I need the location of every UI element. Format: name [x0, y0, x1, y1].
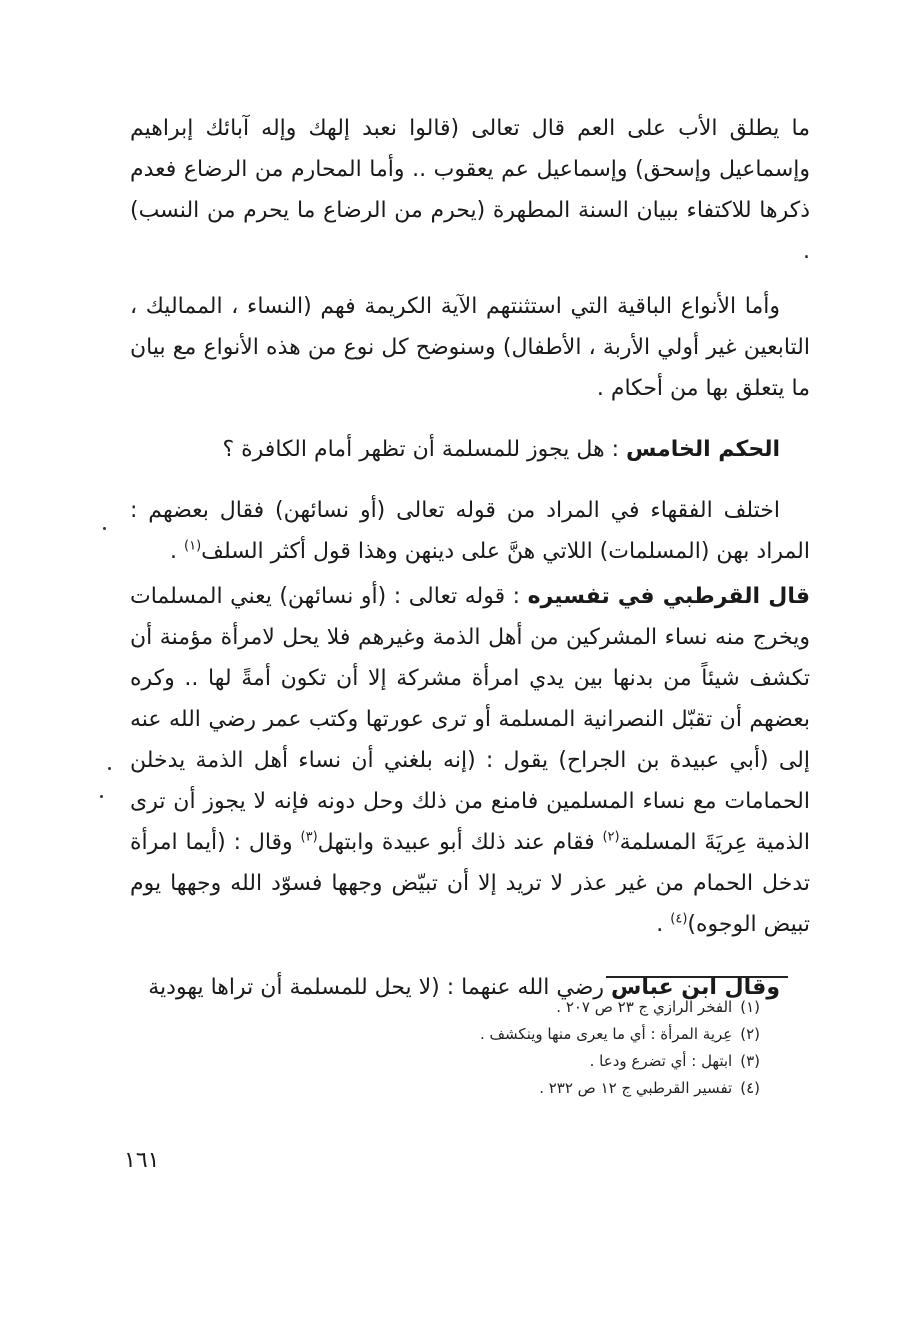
footnote-text: ابتهل : أي تضرع ودعا . — [589, 1052, 733, 1070]
footnote-ref: (٢) — [602, 829, 620, 845]
footnote-number: (٤) — [740, 1079, 760, 1097]
footnote-text: عِرية المرأة : أي ما يعرى منها وينكشف . — [479, 1025, 733, 1043]
footnote-number: (٣) — [740, 1052, 760, 1070]
print-speck — [103, 527, 106, 530]
paragraph-text: اختلف الفقهاء في المراد من قوله تعالى (أو نسائهن) فقال بعضهم : المراد بهن (المسلمات) اللاتي هنَّ على دينهن وهذا قول أكثر السلف — [130, 498, 810, 564]
paragraph-2 — [130, 286, 810, 409]
footnote-separator — [606, 976, 788, 978]
print-speck — [100, 795, 103, 798]
print-speck — [108, 767, 111, 770]
footnote-ref: (١) — [184, 538, 202, 554]
footnote-2 — [380, 1021, 760, 1048]
paragraph-1 — [130, 108, 810, 272]
paragraph-text: وأما الأنواع الباقية التي استثنتهم الآية الكريمة فهم (النساء ، المماليك ، التابعين غير أولي الأربة ، الأطفال) وسنوضح كل نوع من هذه الأنواع مع بيان ما يتعلق بها من أحكام . — [130, 294, 810, 401]
paragraph-tail: . — [170, 539, 185, 564]
section-heading: الحكم الخامس — [626, 437, 780, 462]
footnote-ref: (٣) — [300, 829, 318, 845]
footnote-number: (١) — [740, 998, 760, 1016]
paragraph-text-2: فقام عند ذلك أبو عبيدة وابتهل — [317, 830, 603, 855]
paragraph-3-heading — [130, 429, 810, 470]
paragraph-lead: وقال ابن عباس — [611, 975, 780, 1000]
paragraph-text: : هل يجوز للمسلمة أن تظهر أمام الكافرة ؟ — [222, 437, 626, 462]
footnotes — [380, 994, 760, 1102]
paragraph-5 — [130, 576, 810, 945]
footnote-1 — [380, 994, 760, 1021]
paragraph-tail: . — [656, 912, 671, 937]
footnote-4 — [380, 1075, 760, 1102]
paragraph-text-3: وقال : (أيما امرأة تدخل الحمام من غير عذر لا تريد إلا أن تبيّض وجهها فسوّد الله وجهها يوم تبيض الوجوه) — [130, 830, 810, 937]
footnote-text: تفسير القرطبي ج ١٢ ص ٢٣٢ . — [539, 1079, 733, 1097]
footnote-ref: (٤) — [670, 911, 688, 927]
footnote-text: الفخر الرازي ج ٢٣ ص ٢٠٧ . — [556, 998, 733, 1016]
page-number: ١٦١ — [124, 1148, 160, 1173]
footnote-3 — [380, 1048, 760, 1075]
paragraph-lead: قال القرطبي في تفسيره — [527, 584, 810, 609]
footnote-number: (٢) — [740, 1025, 760, 1043]
paragraph-text: : قوله تعالى : (أو نسائهن) يعني المسلمات ويخرج منه نساء المشركين من أهل الذمة وغيرهم فلا يحل لامرأة مؤمنة أن تكشف شيئاً من بدنها بين يدي امرأة مشركة إلا أن تكون أمةً لها .. وكره بعضهم أن تقبّل النصرانية المسلمة أو ترى عورتها وكتب عمر رضي الله عنه إلى (أبي عبيدة بن الجراح) يقول : (إنه بلغني أن نساء أهل الذمة يدخلن الحمامات مع نساء المسلمين فامنع من ذلك وحل دونه فإنه لا يجوز أن ترى الذمية عِريَةَ المسلمة — [130, 584, 810, 855]
paragraph-text: رضي الله عنهما : (لا يحل للمسلمة أن تراها يهودية — [148, 975, 612, 1000]
main-text — [130, 108, 810, 1008]
paragraph-text: ما يطلق الأب على العم قال تعالى (قالوا نعبد إلهك وإله آبائك إبراهيم وإسماعيل وإسحق) وإسماعيل عم يعقوب .. وأما المحارم من الرضاع فعدم ذكرها للاكتفاء ببيان السنة المطهرة (يحرم من الرضاع ما يحرم من النسب) . — [130, 116, 810, 264]
paragraph-4 — [130, 490, 810, 572]
